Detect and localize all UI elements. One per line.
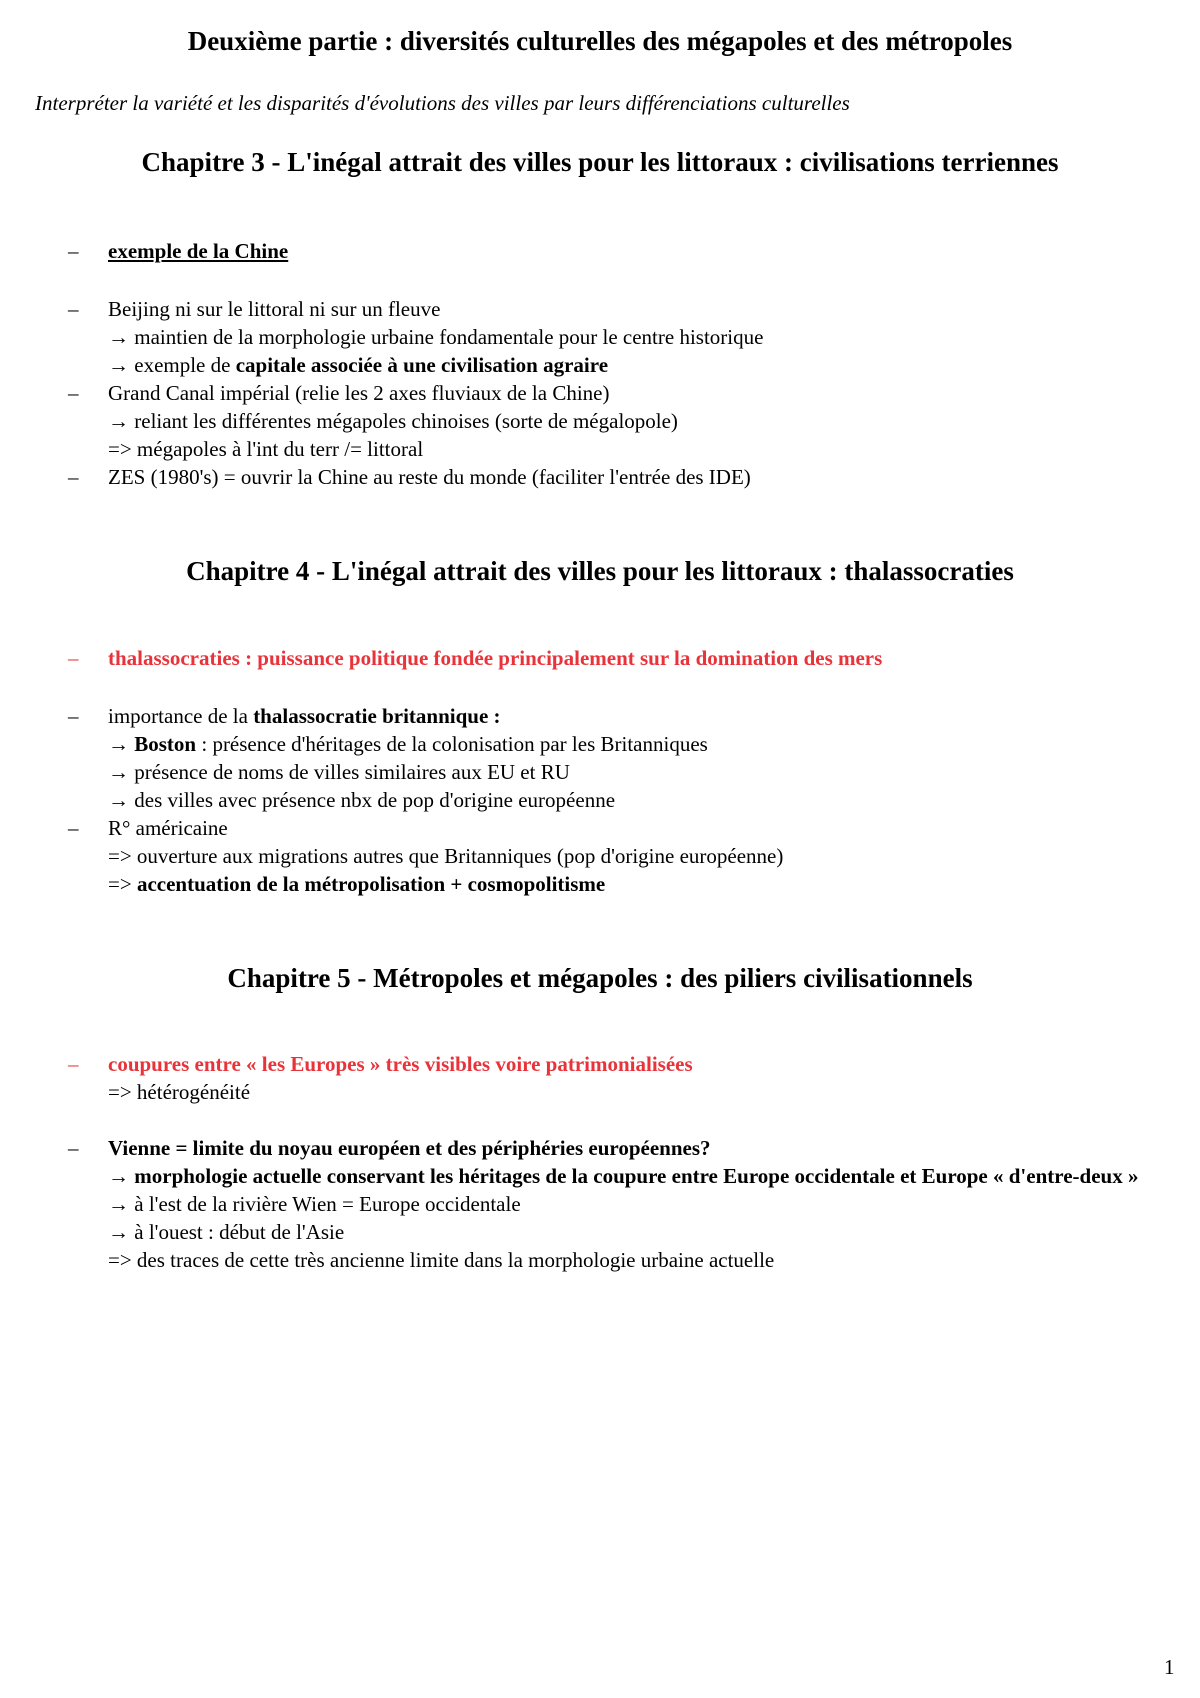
accent-prefix: => <box>108 872 137 896</box>
example-heading: exemple de la Chine <box>108 239 289 263</box>
bullet-grand-canal <box>68 379 1148 463</box>
ouest-line: → à l'ouest : début de l'Asie <box>108 1220 345 1244</box>
bullet-marker: – <box>68 381 79 405</box>
bullet-marker: – <box>68 465 79 489</box>
boston-line <box>68 730 1148 758</box>
importance-line <box>68 702 1148 730</box>
vienne-text: Vienne = limite du noyau européen et des périphéries européennes? <box>108 1136 711 1160</box>
beijing-sub-2 <box>68 351 1148 379</box>
beijing-sub-1: → maintien de la morphologie urbaine fondamentale pour le centre historique <box>108 325 764 349</box>
bullet-marker: – <box>68 646 79 670</box>
canal-sub-2: => mégapoles à l'int du terr /= littoral <box>108 437 424 461</box>
chapter-4-title: Chapitre 4 - L'inégal attrait des villes pour les littoraux : thalassocraties <box>186 556 1014 586</box>
bullet-coupures <box>68 1050 1148 1106</box>
beijing-sub-2-bold: capitale associée à une civilisation agraire <box>235 353 609 377</box>
bullet-importance <box>68 702 1148 814</box>
part-title: Deuxième partie : diversités culturelles des mégapoles et des métropoles <box>187 26 1013 56</box>
bullet-republique-americaine <box>68 814 1148 898</box>
bullet-marker: – <box>68 704 79 728</box>
beijing-text: Beijing ni sur le littoral ni sur un fleuve <box>108 297 441 321</box>
bullet-marker: – <box>68 1136 79 1160</box>
canal-sub-1: → reliant les différentes mégapoles chinoises (sorte de mégalopole) <box>108 409 678 433</box>
part-subtitle: Interpréter la variété et les disparités d'évolutions des villes par leurs différenciations culturelles <box>35 91 850 115</box>
coupures-text: coupures entre « les Europes » très visibles voire patrimonialisées <box>108 1052 693 1076</box>
bullet-beijing <box>68 295 1148 379</box>
heterogeneite-line: => hétérogénéité <box>108 1080 251 1104</box>
thalassocraties-definition: thalassocraties : puissance politique fondée principalement sur la domination des mers <box>108 646 883 670</box>
morphologie-line: → morphologie actuelle conservant les héritages de la coupure entre Europe occidentale et Europe « d'entre-deux » <box>108 1164 1139 1188</box>
importance-bold: thalassocratie britannique : <box>253 704 501 728</box>
beijing-sub-2-prefix: → exemple de <box>108 353 236 377</box>
noms-line: → présence de noms de villes similaires aux EU et RU <box>108 760 570 784</box>
chapter-3-title: Chapitre 3 - L'inégal attrait des villes pour les littoraux : civilisations terriennes <box>141 147 1059 177</box>
bullet-marker: – <box>68 816 79 840</box>
ouverture-line: => ouverture aux migrations autres que Britanniques (pop d'origine européenne) <box>108 844 784 868</box>
chapter-5-title: Chapitre 5 - Métropoles et mégapoles : des piliers civilisationnels <box>227 963 973 993</box>
villes-line: → des villes avec présence nbx de pop d'origine européenne <box>108 788 616 812</box>
traces-line: => des traces de cette très ancienne limite dans la morphologie urbaine actuelle <box>108 1248 775 1272</box>
boston-rest: : présence d'héritages de la colonisation par les Britanniques <box>196 732 708 756</box>
est-line: → à l'est de la rivière Wien = Europe occidentale <box>108 1192 521 1216</box>
accentuation-line <box>68 870 1148 898</box>
bullet-exemple-chine <box>68 237 1148 265</box>
accent-bold: accentuation de la métropolisation + cosmopolitisme <box>136 872 606 896</box>
canal-text: Grand Canal impérial (relie les 2 axes fluviaux de la Chine) <box>108 381 610 405</box>
boston-arrow: → <box>108 732 135 756</box>
boston-bold: Boston <box>134 732 197 756</box>
bullet-marker: – <box>68 1052 79 1076</box>
bullet-marker: – <box>68 239 79 263</box>
bullet-thalassocraties-definition <box>68 644 1148 672</box>
importance-prefix: importance de la <box>108 704 254 728</box>
page-number: 1 <box>1164 1655 1175 1679</box>
bullet-vienne <box>68 1134 1148 1274</box>
bullet-marker: – <box>68 297 79 321</box>
republique-text: R° américaine <box>108 816 228 840</box>
zes-text: ZES (1980's) = ouvrir la Chine au reste du monde (faciliter l'entrée des IDE) <box>108 465 751 489</box>
bullet-zes <box>68 463 1148 491</box>
